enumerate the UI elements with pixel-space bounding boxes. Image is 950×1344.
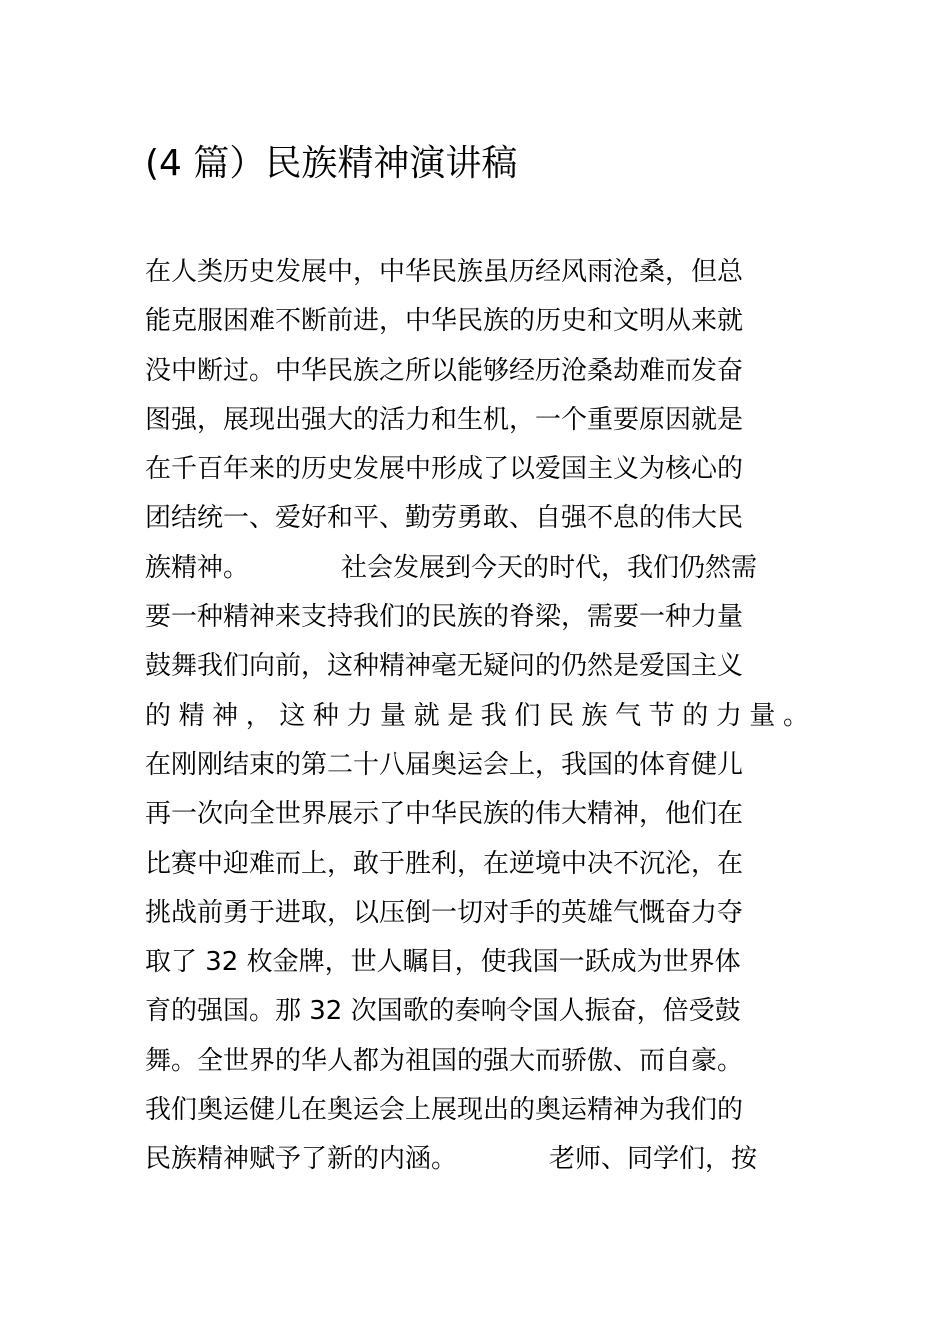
body-segment: 族精神。 xyxy=(145,552,250,583)
body-segment: 民族精神赋予了新的内涵。 xyxy=(145,1144,458,1175)
body-segment: 老师、同学们，按 xyxy=(549,1144,758,1175)
body-segment: 社会发展到今天的时代，我们仍然需 xyxy=(341,552,758,583)
body-line: 我们奥运健儿在奥运会上展现出的奥运精神为我们的 xyxy=(145,1095,744,1126)
body-line: 的精神，这种力量就是我们民族气节的力量。 xyxy=(145,700,809,731)
document-body xyxy=(145,248,809,1185)
body-line: 比赛中迎难而上，敢于胜利，在逆境中决不沉沦，在 xyxy=(145,848,744,879)
body-line: 图强，展现出强大的活力和生机，一个重要原因就是 xyxy=(145,404,744,435)
body-line: 在刚刚结束的第二十八届奥运会上，我国的体育健儿 xyxy=(145,749,744,780)
body-line: 鼓舞我们向前，这种精神毫无疑问的仍然是爱国主义 xyxy=(145,651,744,682)
body-line-with-gap xyxy=(145,544,809,593)
body-line: 能克服困难不断前进，中华民族的历史和文明从来就 xyxy=(145,306,744,337)
body-line: 再一次向全世界展示了中华民族的伟大精神，他们在 xyxy=(145,799,744,830)
document-title: (4 篇）民族精神演讲稿 xyxy=(145,143,518,184)
body-line: 没中断过。中华民族之所以能够经历沧桑劫难而发奋 xyxy=(145,355,744,386)
body-line-with-gap xyxy=(145,1135,809,1184)
body-line: 挑战前勇于进取，以压倒一切对手的英雄气慨奋力夺 xyxy=(145,897,744,928)
body-line: 育的强国。那 32 次国歌的奏响令国人振奋，倍受鼓 xyxy=(145,996,741,1027)
body-line: 要一种精神来支持我们的民族的脊梁，需要一种力量 xyxy=(145,602,744,633)
body-line: 在人类历史发展中，中华民族虽历经风雨沧桑，但总 xyxy=(145,257,744,287)
body-line: 舞。全世界的华人都为祖国的强大而骄傲、而自豪。 xyxy=(145,1045,744,1076)
body-line: 团结统一、爱好和平、勤劳勇敢、自强不息的伟大民 xyxy=(145,503,744,534)
body-line: 取了 32 枚金牌，世人瞩目，使我国一跃成为世界体 xyxy=(145,947,741,978)
body-line: 在千百年来的历史发展中形成了以爱国主义为核心的 xyxy=(145,454,744,485)
